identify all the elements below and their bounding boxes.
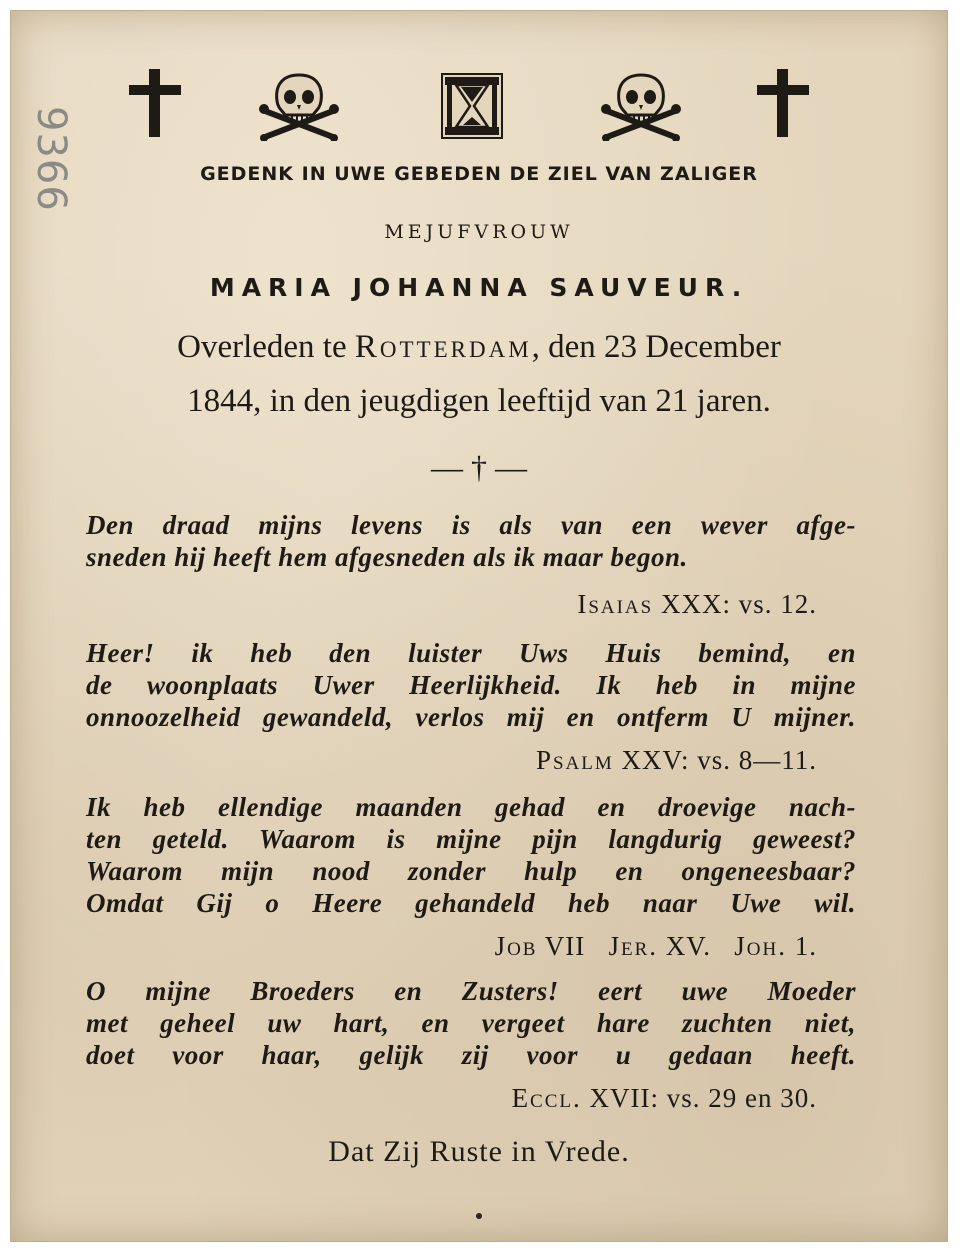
closing-line: Dat Zij Ruste in Vrede. (328, 1135, 630, 1168)
deceased-name: MARIA JOHANNA SAUVEUR. (209, 273, 749, 302)
reference-psalm (536, 745, 817, 776)
cross-divider: — † — (431, 449, 527, 485)
memorial-card (10, 10, 948, 1242)
death-line-1-suffix: , den 23 December (531, 329, 781, 365)
skull-crossbones-icon (601, 71, 681, 141)
quote-eccl (86, 975, 856, 1071)
quote-psalm (86, 637, 856, 733)
reference-verse: 1. (787, 931, 817, 961)
reference-verse: XVII: vs. 29 en 30. (581, 1083, 817, 1113)
reference-verse: VII (537, 931, 609, 961)
reference-book: Jer. (608, 931, 659, 961)
title-mejufvrouw: MEJUFVROUW (384, 221, 574, 243)
reference-job-jer-joh (495, 931, 817, 962)
reference-book: Eccl. (511, 1083, 582, 1113)
death-line-1-prefix: Overleden te (177, 329, 355, 365)
reference-isaias (577, 589, 817, 620)
skull-crossbones-icon (259, 71, 339, 141)
reference-book: Joh. (734, 931, 787, 961)
cross-icon (129, 69, 181, 137)
prayer-request-line: GEDENK IN UWE GEBEDEN DE ZIEL VAN ZALIGER (200, 163, 758, 185)
reference-book: Isaias (577, 589, 654, 619)
quote-line: ten geteld. Waarom is mijne pijn langdurig geweest? (86, 824, 856, 854)
quote-line: Den draad mijns levens is als van een wever afge- (86, 510, 856, 540)
quote-line: onnoozelheid gewandeld, verlos mij en ontferm U mijner. (86, 702, 856, 732)
pencil-inventory-number: 9366 (28, 106, 74, 212)
quote-job (86, 791, 856, 919)
quote-line: de woonplaats Uwer Heerlijkheid. Ik heb in mijne (86, 670, 856, 700)
death-city: Rotterdam (354, 329, 532, 365)
quote-line: met geheel uw hart, en vergeet hare zuchten niet, (86, 1008, 856, 1038)
quote-line: Waarom mijn nood zonder hulp en ongeneesbaar? (86, 856, 856, 886)
quote-line: O mijne Broeders en Zusters! eert uwe Moeder (86, 976, 856, 1006)
quote-line: Heer! ik heb den luister Uws Huis bemind, en (86, 638, 856, 668)
header-emblems (11, 69, 947, 159)
reference-verse: XXX: vs. 12. (653, 589, 817, 619)
death-line-1 (11, 329, 947, 366)
reference-book: Job (494, 931, 538, 961)
reference-eccl (512, 1083, 817, 1114)
cross-icon (757, 69, 809, 137)
reference-book: Psalm (535, 745, 614, 775)
quote-line: doet voor haar, gelijk zij voor u gedaan heeft. (86, 1040, 856, 1070)
quote-line: sneden hij heeft hem afgesneden als ik maar begon. (86, 542, 688, 572)
reference-verse: XV. (658, 931, 735, 961)
quote-line: Omdat Gij o Heere gehandeld heb naar Uwe wil. (86, 888, 856, 918)
printer-dot (476, 1213, 482, 1219)
death-line-2: 1844, in den jeugdigen leeftijd van 21 jaren. (187, 383, 771, 419)
hourglass-icon (441, 73, 503, 139)
quote-line: Ik heb ellendige maanden gehad en droevige nach- (86, 792, 856, 822)
quote-isaias (86, 509, 856, 573)
reference-verse: XXV: vs. 8—11. (613, 745, 817, 775)
